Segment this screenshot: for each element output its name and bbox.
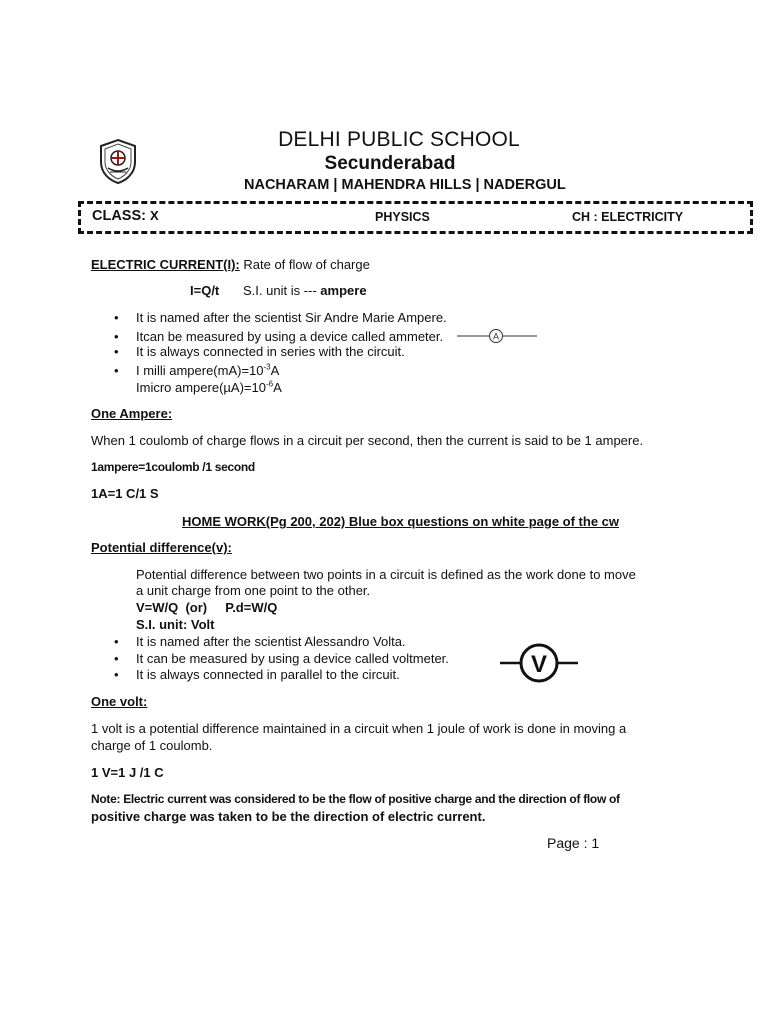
current-si-prefix: S.I. unit is --- [243,283,321,298]
potential-heading: Potential difference(v): [91,540,232,555]
micro-ampere-line: Imicro $ampere(\mu A)=10^{-6}A$ [136,379,282,395]
one-volt-definition-line2: charge of 1 coulomb. [91,738,213,753]
list-item: • It is always connected in parallel to the circuit. [114,667,400,682]
class-field [92,208,159,224]
current-definition-text: Rate of flow of charge [239,257,370,272]
class-label: CLASS: [92,208,146,224]
list-item: • It can be measured by using a device called voltmeter. [114,651,449,666]
list-item: • I milli $ampere(mA)=10^{-3}A$ [114,362,280,378]
current-definition [91,257,370,273]
potential-definition-line2: a unit charge from one point to the other. [136,583,371,598]
list-item: • It is named after the scientist Sir Andre Marie Ampere. [114,310,447,325]
note-line2: positive charge was taken to be the direction of electric current. [91,809,486,824]
school-name: DELHI PUBLIC SCHOOL [278,128,520,151]
note-line1: Note: Electric current was considered to be the flow of positive charge and the direction of flow of [91,792,620,806]
current-heading: ELECTRIC CURRENT(I): [91,257,240,272]
school-city: Secunderabad [324,153,456,174]
homework-note: HOME WORK(Pg 200, 202) Blue box questions on white page of the cw [182,514,619,529]
one-ampere-heading: One Ampere: [91,406,173,421]
potential-definition-line1: Potential difference between two points in a circuit is defined as the work done to move [136,567,636,582]
chapter-field: CH : ELECTRICITY [572,210,684,224]
one-volt-heading: One volt: [91,694,148,709]
voltmeter-symbol-label: V [530,651,548,678]
potential-formula: V=W/Q (or) P.d=W/Q [136,600,278,615]
current-si-unit [243,283,367,299]
subject-field: PHYSICS [375,210,430,224]
one-ampere-relation-symbols: 1A=1 C/1 S [91,486,159,501]
ammeter-symbol-icon [455,328,539,344]
current-si-unit-value: ampere [320,283,367,298]
list-item: • It is always connected in series with the circuit. [114,344,405,359]
list-item: • Itcan be measured by using a device called ammeter. [114,329,444,344]
school-branches: NACHARAM | MAHENDRA HILLS | NADERGUL [244,177,566,193]
voltmeter-symbol-icon [498,642,580,684]
potential-si-unit: S.I. unit: Volt [136,617,215,632]
one-ampere-relation-words: 1ampere=1coulomb /1 second [91,460,255,474]
current-formula: I=Q/t [190,283,220,298]
one-volt-relation: 1 V=1 J /1 C [91,765,164,780]
class-value: X [149,208,159,223]
list-item: • It is named after the scientist Alessandro Volta. [114,634,406,649]
one-volt-definition-line1: 1 volt is a potential difference maintained in a circuit when 1 joule of work is done in moving a [91,721,627,736]
page-number: Page : 1 [547,835,600,851]
ammeter-symbol-label: A [492,331,500,342]
one-ampere-definition: When 1 coulomb of charge flows in a circuit per second, then the current is said to be 1 ampere. [91,433,644,448]
